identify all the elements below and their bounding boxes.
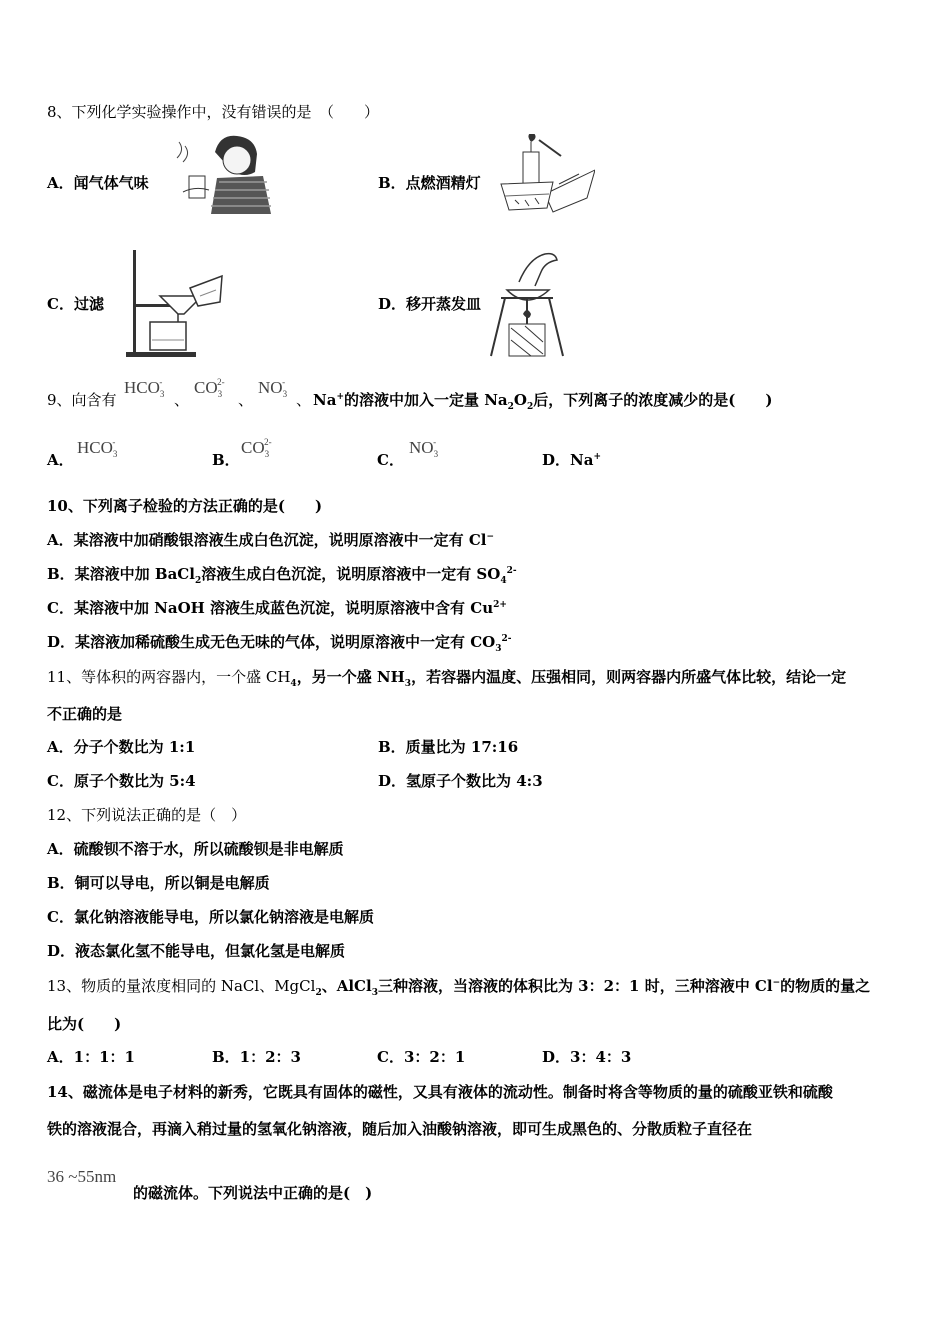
q13-option-c[interactable]: C．3：2：1 xyxy=(377,1048,466,1066)
q13-option-a[interactable]: A．1：1：1 xyxy=(47,1048,135,1066)
q12-option-d[interactable]: D．液态氯化氢不能导电，但氯化氢是电解质 xyxy=(47,942,346,960)
q11-option-a[interactable]: A．分子个数比为 1:1 xyxy=(47,738,196,756)
q12-option-b[interactable]: B．铜可以导电，所以铜是电解质 xyxy=(47,874,270,892)
q12-option-c[interactable]: C．氯化钠溶液能导电，所以氯化钠溶液是电解质 xyxy=(47,908,374,926)
q8-option-a[interactable]: A．闻气体气味 xyxy=(47,174,149,192)
q10-option-c[interactable]: C．某溶液中加 NaOH 溶液生成蓝色沉淀，说明原溶液中含有 $Cu^{2+}$ xyxy=(47,599,507,617)
q9-option-a[interactable]: A． xyxy=(47,451,74,469)
q8-stem: 8、下列化学实验操作中，没有错误的是 （ ） xyxy=(47,103,380,121)
q14-stem-line3: 的磁流体。下列说法中正确的是( ) xyxy=(133,1184,373,1202)
q11-stem-line2: 不正确的是 xyxy=(47,705,123,723)
q9-option-d[interactable]: D．Na+ xyxy=(542,451,601,469)
q11-stem-line1: 11、等体积的两容器内，一个盛 $CH_4$，另一个盛 $NH_3$，若容器内温度、压强相同，则两容器内所盛气体比较，结论一定 xyxy=(47,668,847,689)
q9-sep-1: 、 xyxy=(174,391,190,409)
q9-option-c-ion: $NO_3^-$ xyxy=(409,437,439,459)
q8-option-d[interactable]: D．移开蒸发皿 xyxy=(378,295,482,313)
lighting-alcohol-lamp-illustration xyxy=(495,134,595,216)
q9-option-b[interactable]: B． xyxy=(212,451,240,469)
q11-option-c[interactable]: C．原子个数比为 5:4 xyxy=(47,772,196,790)
q8-option-b[interactable]: B．点燃酒精灯 xyxy=(378,174,481,192)
q14-stem-line1: 14、磁流体是电子材料的新秀，它既具有固体的磁性，又具有液体的流动性。制备时将含等物质的量的硫酸亚铁和硫酸 xyxy=(47,1083,833,1101)
q9-sep-2: 、 xyxy=(238,391,254,409)
q9-option-a-ion: $HCO_3^-$ xyxy=(77,437,118,459)
q10-stem: 10、下列离子检验的方法正确的是( ) xyxy=(47,497,323,515)
evaporating-dish-illustration xyxy=(485,252,569,360)
q12-stem: 12、下列说法正确的是（ ） xyxy=(47,806,247,824)
q8-option-c[interactable]: C．过滤 xyxy=(47,295,104,313)
q9-stem xyxy=(47,390,117,410)
q14-range: 36 ~55nm xyxy=(47,1167,117,1186)
q13-stem-line1: 13、物质的量浓度相同的 NaCl、MgCl$_2$、AlCl$_3$三种溶液，当溶液的体积比为 3：2：1 时，三种溶液中 Cl−的物质的量之 xyxy=(47,977,871,998)
q9-option-b-ion: $CO_3^{2-}$ xyxy=(241,437,272,459)
q10-option-d[interactable]: D．某溶液加稀硫酸生成无色无味的气体，说明原溶液中一定有 $CO_3^{2-}$ xyxy=(47,633,512,654)
q9-option-c[interactable]: C． xyxy=(377,451,404,469)
q10-option-b[interactable]: B．某溶液中加 BaCl$_2$溶液生成白色沉淀，说明原溶液中一定有 $SO_4^{2-}$ xyxy=(47,565,517,586)
smelling-gas-illustration xyxy=(175,132,275,214)
q11-option-b[interactable]: B．质量比为 17:16 xyxy=(378,738,519,756)
q10-option-a[interactable]: A．某溶液中加硝酸银溶液生成白色沉淀，说明原溶液中一定有 Cl− xyxy=(47,531,495,549)
q12-option-a[interactable]: A．硫酸钡不溶于水，所以硫酸钡是非电解质 xyxy=(47,840,344,858)
q13-option-d[interactable]: D．3：4：3 xyxy=(542,1048,632,1066)
q14-stem-line2: 铁的溶液混合，再滴入稍过量的氢氧化钠溶液，随后加入油酸钠溶液，即可生成黑色的、分散质粒子直径在 xyxy=(47,1120,753,1138)
q11-option-d[interactable]: D．氢原子个数比为 4:3 xyxy=(378,772,543,790)
q9-ion-co3: $CO_3^{2-}$ xyxy=(194,377,225,399)
q13-option-b[interactable]: B．1：2：3 xyxy=(212,1048,301,1066)
q9-stem-suffix: Na+的溶液中加入一定量 $Na_2O_2$后，下列离子的浓度减少的是( ) xyxy=(313,391,773,412)
filtration-illustration xyxy=(120,248,230,360)
q9-sep-3: 、 xyxy=(296,391,312,409)
q9-ion-hco3: $HCO_3^-$ xyxy=(124,377,165,399)
q13-stem-line2: 比为( ) xyxy=(47,1015,122,1033)
q9-ion-no3: $NO_3^-$ xyxy=(258,377,288,399)
q9-prefix: 9、向含有 xyxy=(47,391,117,409)
